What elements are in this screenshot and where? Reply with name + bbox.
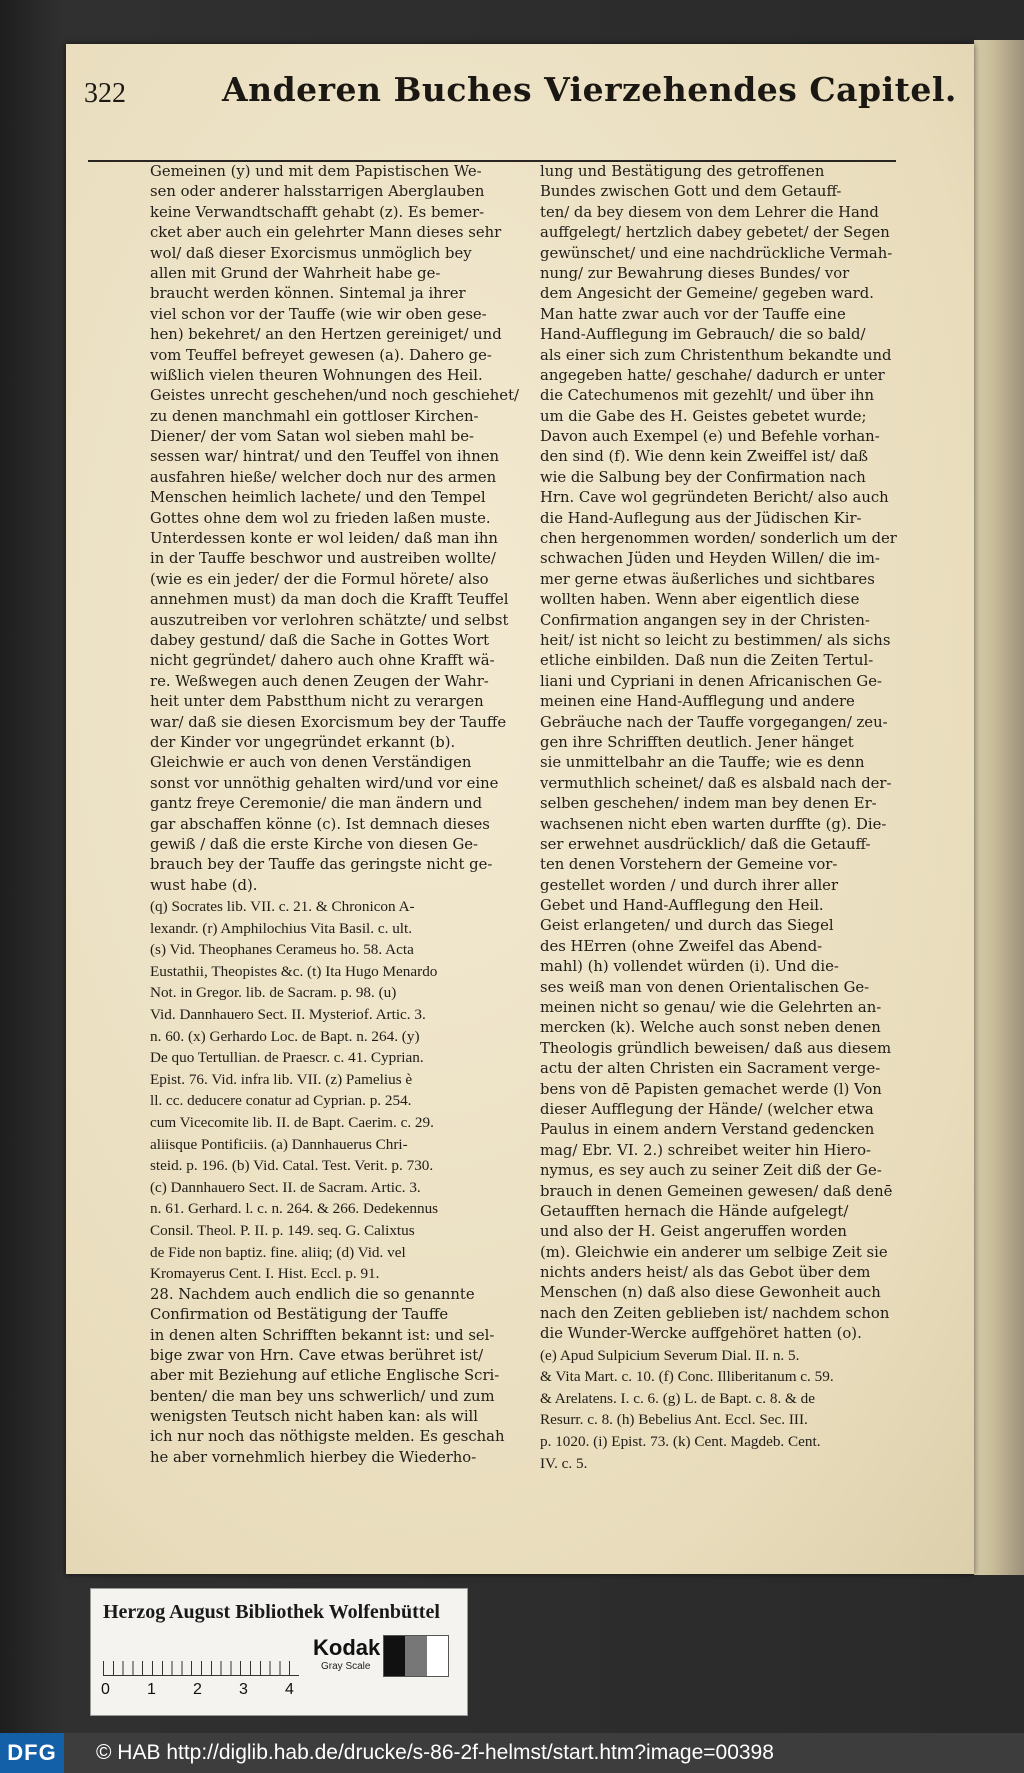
footnote-line: steid. p. 196. (b) Vid. Catal. Test. Verit. p. 730. [150,1157,434,1175]
text-line: Diener/ der vom Satan wol sieben mahl be- [150,428,474,446]
text-line: hen) bekehret/ an den Hertzen gereiniget/ und [150,326,502,344]
page-header [84,64,957,116]
footnote-line: aliisque Pontificiis. (a) Dannhauerus Chri- [150,1135,408,1153]
text-line: war/ daß sie diesen Exorcismum bey der Tauffe [150,713,507,731]
text-line: Man hatte zwar auch vor der Tauffe eine [540,305,846,323]
text-line: viel schon vor der Tauffe (wie wir oben gese- [150,305,487,323]
gray-scale-label: Gray Scale [321,1661,371,1672]
footer-bar [0,1733,1024,1773]
gray-patch-mid [405,1636,426,1676]
text-line: die Catechumenos mit gezehlt/ und über ihn [540,387,875,405]
text-line: cket aber auch ein gelehrter Mann dieses sehr [150,224,502,242]
text-line: (m). Gleichwie ein anderer um selbige Zeit sie [540,1243,888,1261]
footnote-line: & Vita Mart. c. 10. (f) Conc. Illiberitanum c. 59. [540,1368,834,1386]
text-line: sen oder anderer halsstarrigen Aberglauben [150,183,485,201]
text-line: heit/ ist nicht so leicht zu bestimmen/ als sichs [540,631,891,649]
ruler-number: 4 [285,1681,294,1698]
text-line: nung/ zur Bewahrung dieses Bundes/ vor [540,264,850,282]
footnote-line: (q) Socrates lib. VII. c. 21. & Chronicon A- [150,898,415,916]
text-line: ser erwehnet ausdrücklich/ daß die Getauff- [540,835,871,853]
text-line: Geistes unrecht geschehen/und noch geschiehet/ [150,387,519,405]
text-line: gen ihre Schrifften deutlich. Jener hänget [540,733,854,751]
ruler-number: 2 [193,1681,202,1698]
text-line: die Hand-Auflegung aus der Jüdischen Kir- [540,509,862,527]
text-line: meinen nicht so genau/ wie die Gelehrten an- [540,999,882,1017]
text-line: vermuthlich scheinet/ daß es alsbald nach der- [540,774,892,792]
dfg-logo[interactable]: DFG [0,1733,64,1773]
text-line: ausfahren hieße/ welcher doch nur des armen [150,468,497,486]
footnote-line: (e) Apud Sulpicium Severum Dial. II. n. 5. [540,1346,800,1364]
text-line: etliche einbilden. Daß nun die Zeiten Tertul- [540,652,874,670]
text-line: mahl) (h) vollendet würden (i). Und die- [540,958,839,976]
footnote-line: Consil. Theol. P. II. p. 149. seq. G. Calixtus [150,1221,415,1239]
text-line: dem Angesicht der Gemeine/ gegeben ward. [540,285,874,303]
text-line: Gebräuche nach der Tauffe vorgegangen/ zeu- [540,713,888,731]
footnote-line: n. 60. (x) Gerhardo Loc. de Bapt. n. 264. (y) [150,1027,420,1045]
text-line: wißlich vielen theuren Wohnungen des Heil. [150,366,483,384]
footnote-line: Vid. Dannhauero Sect. II. Mysteriof. Artic. 3. [150,1006,426,1024]
text-line: actu der alten Christen ein Sacrament verge- [540,1060,881,1078]
footnote-line: Eustathii, Theopistes &c. (t) Ita Hugo Menardo [150,962,438,980]
text-line: die Wunder-Wercke auffgehöret hatten (o). [540,1325,862,1343]
footnote-line: Epist. 76. Vid. infra lib. VII. (z) Pamelius è [150,1070,413,1088]
next-page-edge [974,40,1024,1575]
footnote-line: p. 1020. (i) Epist. 73. (k) Cent. Magdeb. Cent. [540,1433,821,1451]
text-line: re. Weßwegen auch denen Zeugen der Wahr- [150,672,489,690]
footnote-line: (c) Dannhauero Sect. II. de Sacram. Artic. 3. [150,1178,421,1196]
text-line: Menschen heimlich lachete/ und den Tempel [150,489,486,507]
text-line: Paulus in einem andern Verstand gedencken [540,1121,875,1139]
kodak-logo: Kodak [313,1635,381,1660]
text-line: gar abschaffen könne (c). Ist demnach dieses [150,815,490,833]
text-line: des HErren (ohne Zweifel das Abend- [540,937,823,955]
text-line: selben geschehen/ indem man bey denen Er- [540,795,877,813]
text-line: angegeben hatte/ geschahe/ dadurch er unter [540,366,885,384]
ruler-number: 1 [147,1681,156,1698]
ruler-numbers [101,1681,301,1701]
text-line: dieser Aufflegung der Hände/ (welcher etwa [540,1100,874,1118]
text-line: wenigsten Teutsch nicht haben kan: als will [150,1408,479,1426]
text-line: Bundes zwischen Gott und dem Getauff- [540,183,842,201]
text-line: nichts anders heist/ als das Gebot über dem [540,1264,871,1282]
text-line: gestellet worden / und durch ihrer aller [540,876,839,894]
color-calibration-card [90,1588,468,1716]
text-line: der Kinder vor ungegründet erkannt (b). [150,733,456,751]
text-line: liani und Cypriani in denen Africanischen Ge- [540,672,883,690]
citation-link[interactable]: © HAB http://diglib.hab.de/drucke/s-86-2f-helmst/start.htm?image=00398 [96,1741,774,1764]
gray-scale-patches [383,1635,449,1677]
gray-patch-black [384,1636,405,1676]
text-line: mercken (k). Welche auch sonst neben denen [540,1019,881,1037]
text-line: allen mit Grund der Wahrheit habe ge- [150,264,441,282]
ruler-number: 0 [101,1681,110,1698]
text-line: gantz freye Ceremonie/ die man ändern und [150,795,483,813]
text-line: (wie es ein jeder/ der die Formul hörete/ also [150,570,489,588]
text-line: wollten haben. Wenn aber eigentlich diese [540,591,860,609]
text-line: dabey gestund/ daß die Sache in Gottes Wort [150,631,490,649]
footnote-line: n. 61. Gerhard. l. c. n. 264. & 266. Dedekennus [150,1200,439,1218]
text-line: nach den Zeiten geblieben ist/ nachdem schon [540,1304,890,1322]
text-line: 28. Nachdem auch endlich die so genannte [150,1285,475,1303]
footnote-line: (s) Vid. Theophanes Cerameus ho. 58. Acta [150,941,414,959]
running-title: Anderen Buches Vierzehendes Capitel. [222,70,957,109]
left-column [150,162,522,1468]
footnote-line: Not. in Gregor. lib. de Sacram. p. 98. (u) [150,984,397,1002]
text-line: annehmen must) da man doch die Krafft Teuffel [150,591,509,609]
text-line: heit unter dem Pabstthum nicht zu verargen [150,693,484,711]
footnote-line: ll. cc. deducere conatur ad Cyprian. p. 254. [150,1092,412,1110]
text-line: braucht werden können. Sintemal ja ihrer [150,285,466,303]
text-line: schwachen Jüden und Heyden Willen/ die im- [540,550,880,568]
text-line: meinen eine Hand-Aufflegung und andere [540,693,855,711]
footnote-line: Resurr. c. 8. (h) Bebelius Ant. Eccl. Sec. III. [540,1411,808,1429]
right-column [540,162,900,1474]
footnote-line: cum Vicecomite lib. II. de Bapt. Caerim. c. 29. [150,1114,434,1131]
text-line: Gemeinen (y) und mit dem Papistischen We- [150,163,482,180]
text-line: auffgelegt/ hertzlich dabey gebetet/ der Segen [540,224,890,242]
footnote-line: IV. c. 5. [540,1454,588,1472]
text-line: chen hergenommen worden/ sonderlich um der [540,530,897,548]
text-line: in denen alten Schrifften bekannt ist: und sel- [150,1326,495,1344]
text-line: ses weiß man von denen Orientalischen Ge- [540,978,870,996]
text-line: ich nur noch das nöthigste melden. Es geschah [150,1428,505,1446]
gray-patch-white [427,1636,448,1676]
text-line: lung und Bestätigung des getroffenen [540,163,825,180]
text-line: wol/ daß dieser Exorcismus unmöglich bey [150,244,472,262]
text-line: und also der H. Geist angeruffen worden [540,1223,847,1241]
footnote-line: De quo Tertullian. de Praescr. c. 41. Cyprian. [150,1049,424,1067]
text-line: Menschen (n) daß also diese Gewonheit auch [540,1284,881,1302]
text-line: Hand-Aufflegung im Gebrauch/ die so bald/ [540,326,866,344]
library-name: Herzog August Bibliothek Wolfenbüttel [103,1601,440,1623]
text-line: sessen war/ hintrat/ und den Teuffel von ihnen [150,448,500,466]
text-line: gewiß / daß die erste Kirche von diesen Ge- [150,835,479,853]
measurement-ruler [103,1637,299,1676]
footnote-line: lexandr. (r) Amphilochius Vita Basil. c. ult. [150,919,413,937]
text-line: Confirmation angangen sey in der Christen- [540,611,870,629]
text-line: Getaufften hernach die Hände aufgelegt/ [540,1202,849,1220]
page-number: 322 [84,78,126,109]
text-line: aber mit Beziehung auf etliche Englische Scri- [150,1367,500,1385]
text-line: gewünschet/ und eine nachdrückliche Vermah- [540,244,893,262]
footnote-line: & Arelatens. I. c. 6. (g) L. de Bapt. c. 8. & de [540,1389,815,1407]
footnote-line: de Fide non baptiz. fine. aliiq; (d) Vid. vel [150,1243,406,1261]
text-line: nymus, es sey auch zu seiner Zeit diß der Ge- [540,1162,882,1180]
text-line: keine Verwandtschafft gehabt (z). Es bemer- [150,203,485,221]
text-line: Confirmation od Bestätigung der Tauffe [150,1306,449,1324]
ruler-number: 3 [239,1681,248,1698]
text-line: wie die Salbung bey der Confirmation nach [540,468,866,486]
text-line: auszutreiben vor verlohren schätzte/ und selbst [150,611,509,629]
text-line: Davon auch Exempel (e) und Befehle vorhan- [540,428,880,446]
text-line: brauch bey der Tauffe das geringste nicht ge- [150,856,493,874]
text-line: Gebet und Hand-Aufflegung den Heil. [540,897,824,915]
text-line: zu denen manchmahl ein gottloser Kirchen- [150,407,479,425]
text-line: vom Teuffel befreyet gewesen (a). Dahero ge- [150,346,492,364]
text-line: he aber vornehmlich hierbey die Wiederho- [150,1448,477,1466]
text-line: mag/ Ebr. VI. 2.) schreibet weiter hin Hiero- [540,1141,872,1159]
text-line: sie unmittelbahr an die Tauffe; wie es denn [540,754,865,772]
text-line: ten/ da bey diesem von dem Lehrer die Hand [540,203,879,221]
text-line: sonst vor unnöthig gehalten wird/und vor eine [150,774,499,792]
text-line: benten/ die man bey uns schwerlich/ und zum [150,1387,495,1405]
text-line: um die Gabe des H. Geistes gebetet wurde; [540,407,867,425]
text-line: Gottes ohne dem wol zu frieden laßen muste. [150,509,491,527]
footnote-line: Kromayerus Cent. I. Hist. Eccl. p. 91. [150,1265,380,1283]
text-line: wust habe (d). [150,876,258,894]
text-line: ten denen Vorstehern der Gemeine vor- [540,856,838,874]
text-line: Hrn. Cave wol gegründeten Bericht/ also auch [540,489,889,507]
text-line: nicht gegründet/ dahero auch ohne Krafft wä- [150,652,495,670]
text-line: Theologis gründlich beweisen/ daß aus diesem [540,1039,892,1057]
text-line: Unterdessen konte er wol leiden/ daß man ihn [150,530,498,548]
text-line: brauch in denen Gemeinen gewesen/ daß denē [540,1182,893,1200]
text-line: bens von dē Papisten gemachet werde (l) Von [540,1080,882,1098]
text-line: Gleichwie er auch von denen Verständigen [150,754,472,772]
text-line: bige zwar von Hrn. Cave etwas berühret ist/ [150,1346,484,1364]
text-line: wachsenen nicht eben warten durffte (g). Die- [540,815,887,833]
text-line: in der Tauffe beschwor und austreiben wollte/ [150,550,496,568]
text-line: mer gerne etwas äußerliches und sichtbares [540,570,875,588]
text-line: den sind (f). Wie denn kein Zweiffel ist/ daß [540,448,869,466]
text-line: Geist erlangeten/ und durch das Siegel [540,917,834,935]
text-line: als einer sich zum Christenthum bekandte und [540,346,892,364]
